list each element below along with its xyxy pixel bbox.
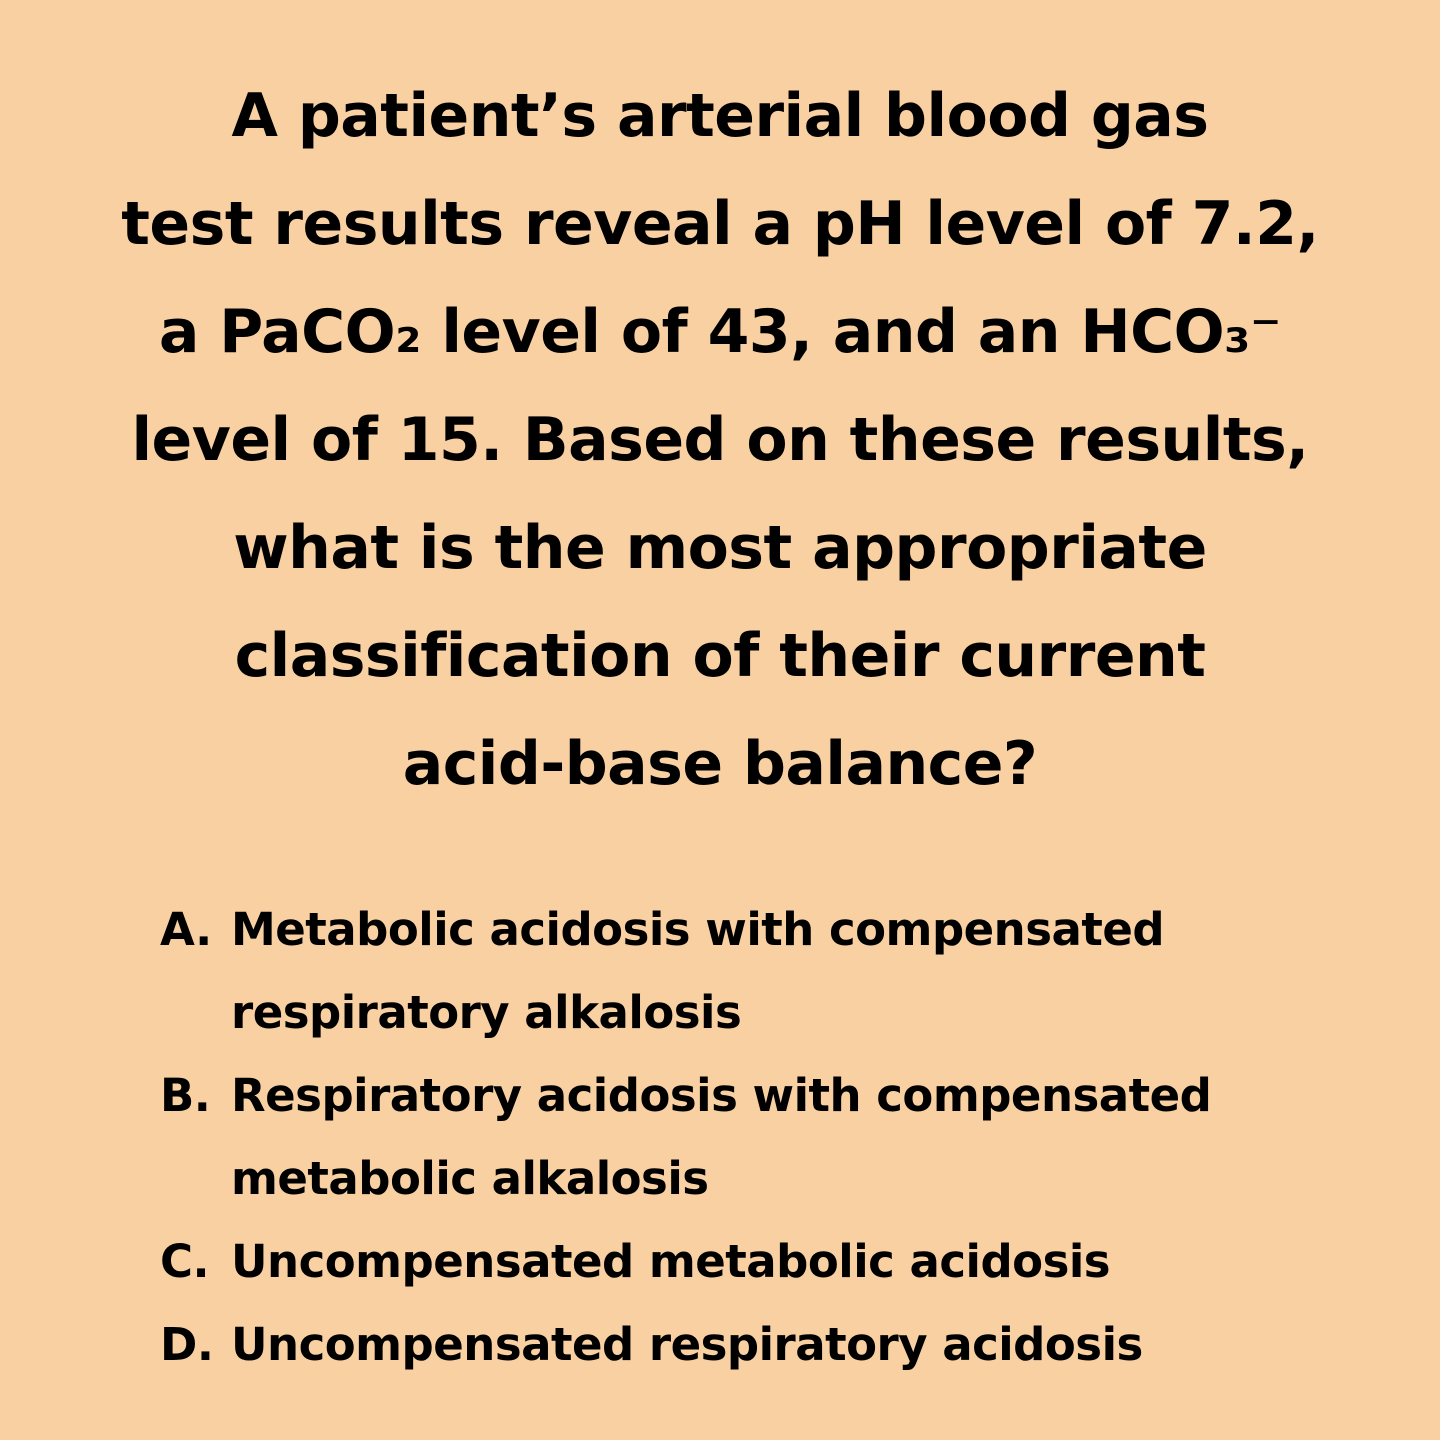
option-letter: A. — [160, 903, 212, 956]
question-line: acid-base balance? — [402, 729, 1038, 799]
option-letter: D. — [160, 1318, 214, 1371]
answer-options — [160, 888, 1380, 1386]
question-line: A patient’s arterial blood gas — [231, 81, 1209, 151]
question-line: level of 15. Based on these results, — [131, 405, 1309, 475]
option-letter: C. — [160, 1235, 210, 1288]
answer-option-a[interactable] — [160, 888, 1380, 1054]
answer-option-c[interactable] — [160, 1220, 1380, 1303]
option-line: metabolic alkalosis — [231, 1152, 709, 1205]
question-line: a PaCO₂ level of 43, and an HCO₃⁻ — [158, 297, 1282, 367]
option-letter: B. — [160, 1069, 211, 1122]
option-text — [231, 888, 1380, 1054]
option-line: Metabolic acidosis with compensated — [231, 903, 1165, 956]
option-text — [231, 1303, 1380, 1386]
option-text — [231, 1054, 1380, 1220]
option-line: Uncompensated metabolic acidosis — [231, 1235, 1111, 1288]
question-line: what is the most appropriate — [233, 513, 1207, 583]
option-line: Uncompensated respiratory acidosis — [231, 1318, 1143, 1371]
option-text — [231, 1220, 1380, 1303]
question-line: classification of their current — [234, 621, 1206, 691]
answer-option-d[interactable] — [160, 1303, 1380, 1386]
question-text — [0, 62, 1440, 818]
option-line: respiratory alkalosis — [231, 986, 742, 1039]
option-line: Respiratory acidosis with compensated — [231, 1069, 1212, 1122]
question-line: test results reveal a pH level of 7.2, — [121, 189, 1319, 259]
answer-option-b[interactable] — [160, 1054, 1380, 1220]
